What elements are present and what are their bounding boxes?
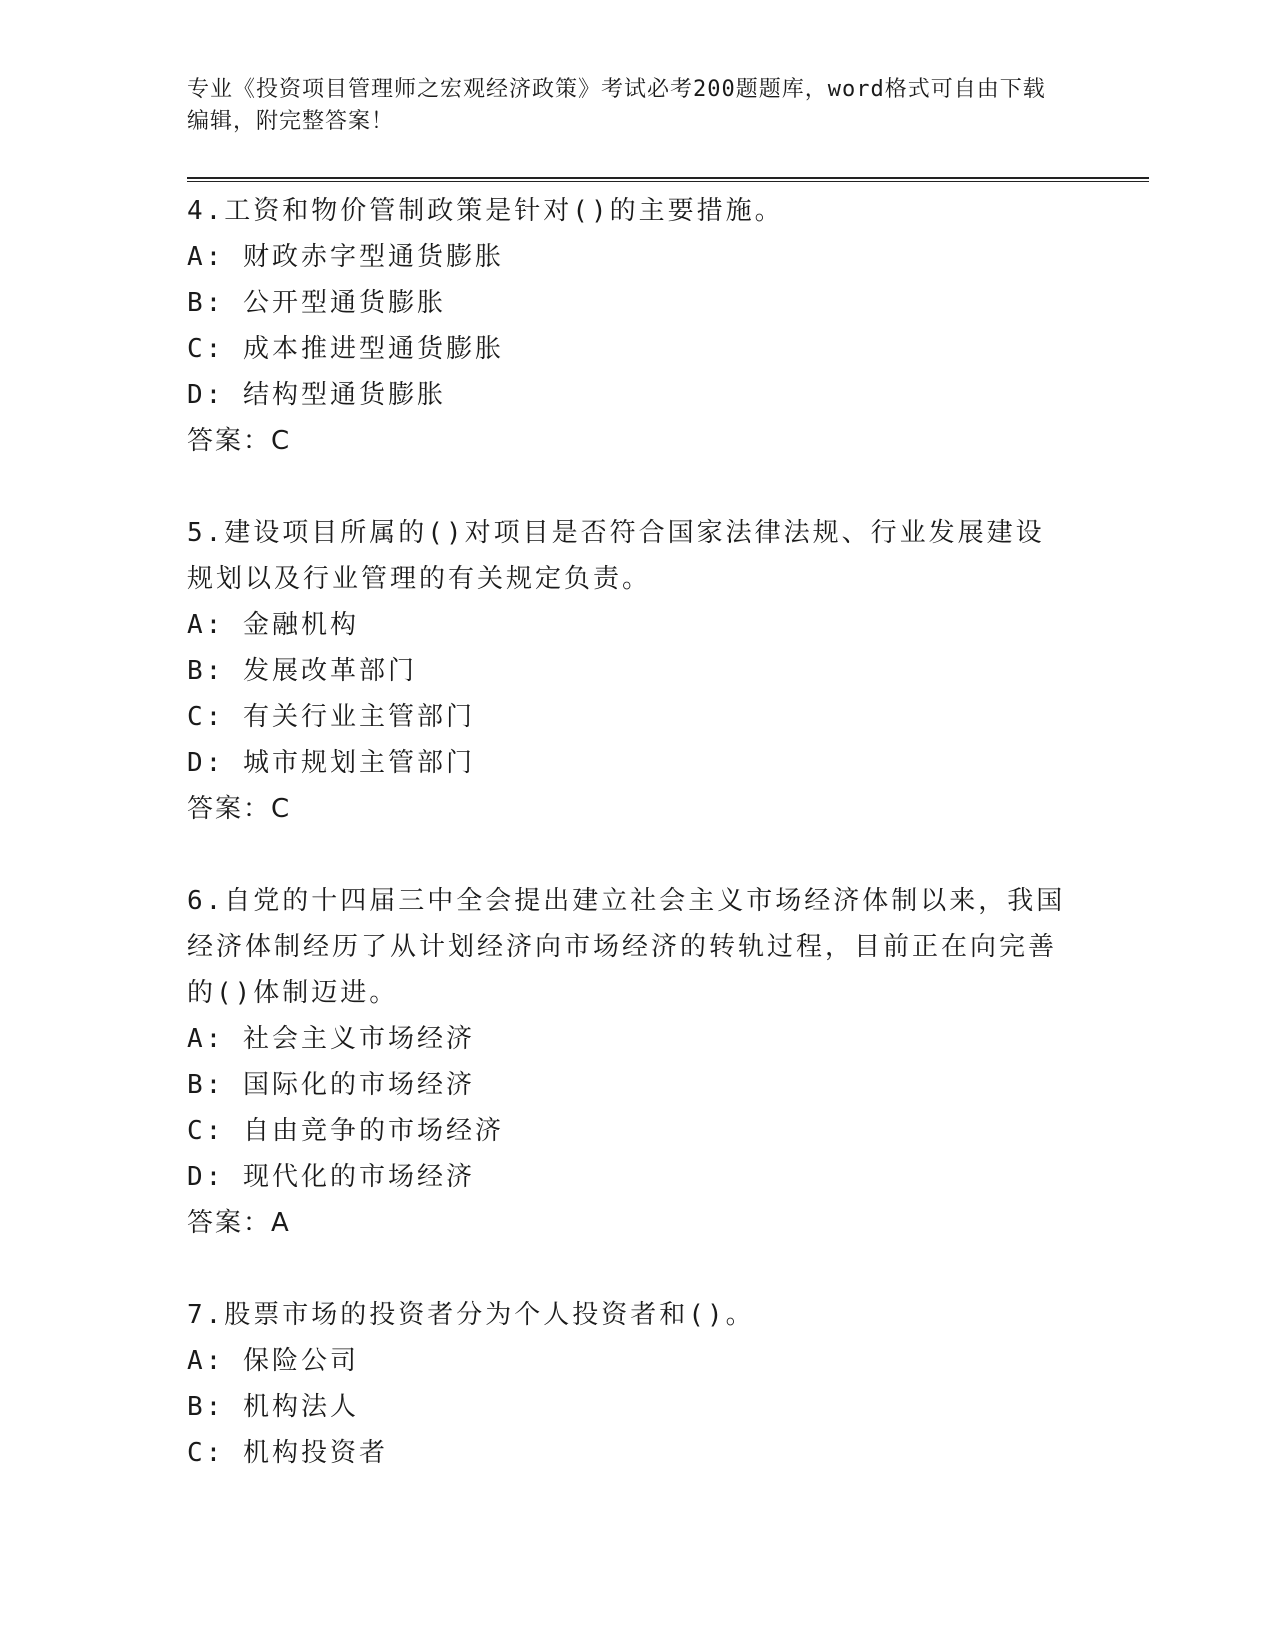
answer-line: 答案：A [187, 1208, 291, 1238]
option-b: B: 发展改革部门 [187, 656, 417, 686]
option-c: C: 有关行业主管部门 [187, 702, 475, 732]
option-b: B: 公开型通货膨胀 [187, 288, 446, 318]
option-d: D: 城市规划主管部门 [187, 748, 475, 778]
question-6 [187, 878, 1067, 1246]
option-c: C: 自由竞争的市场经济 [187, 1116, 504, 1146]
option-a: A: 财政赤字型通货膨胀 [187, 242, 504, 272]
question-5 [187, 510, 1067, 832]
answer-line: 答案：C [187, 794, 292, 824]
divider-line-bottom [187, 181, 1149, 182]
question-stem: 4.工资和物价管制政策是针对()的主要措施。 [187, 196, 784, 226]
option-a: A: 保险公司 [187, 1346, 359, 1376]
option-d: D: 现代化的市场经济 [187, 1162, 475, 1192]
answer-line: 答案：C [187, 426, 292, 456]
question-list [187, 188, 1067, 1522]
question-4 [187, 188, 1067, 464]
divider-line-top [187, 177, 1149, 179]
question-stem: 5.建设项目所属的()对项目是否符合国家法律法规、行业发展建设规划以及行业管理的有关规定负责。 [187, 518, 1045, 594]
question-stem: 6.自党的十四届三中全会提出建立社会主义市场经济体制以来，我国经济体制经历了从计划经济向市场经济的转轨过程，目前正在向完善的()体制迈进。 [187, 886, 1066, 1008]
document-header-title: 专业《投资项目管理师之宏观经济政策》考试必考200题题库，word格式可自由下载编辑，附完整答案！ [187, 77, 1046, 134]
option-d: D: 结构型通货膨胀 [187, 380, 446, 410]
question-7 [187, 1292, 1067, 1476]
option-b: B: 国际化的市场经济 [187, 1070, 475, 1100]
option-b: B: 机构法人 [187, 1392, 359, 1422]
option-a: A: 社会主义市场经济 [187, 1024, 475, 1054]
option-c: C: 机构投资者 [187, 1438, 388, 1468]
option-a: A: 金融机构 [187, 610, 359, 640]
option-c: C: 成本推进型通货膨胀 [187, 334, 504, 364]
question-stem: 7.股票市场的投资者分为个人投资者和()。 [187, 1300, 755, 1330]
header-divider [187, 177, 1149, 182]
